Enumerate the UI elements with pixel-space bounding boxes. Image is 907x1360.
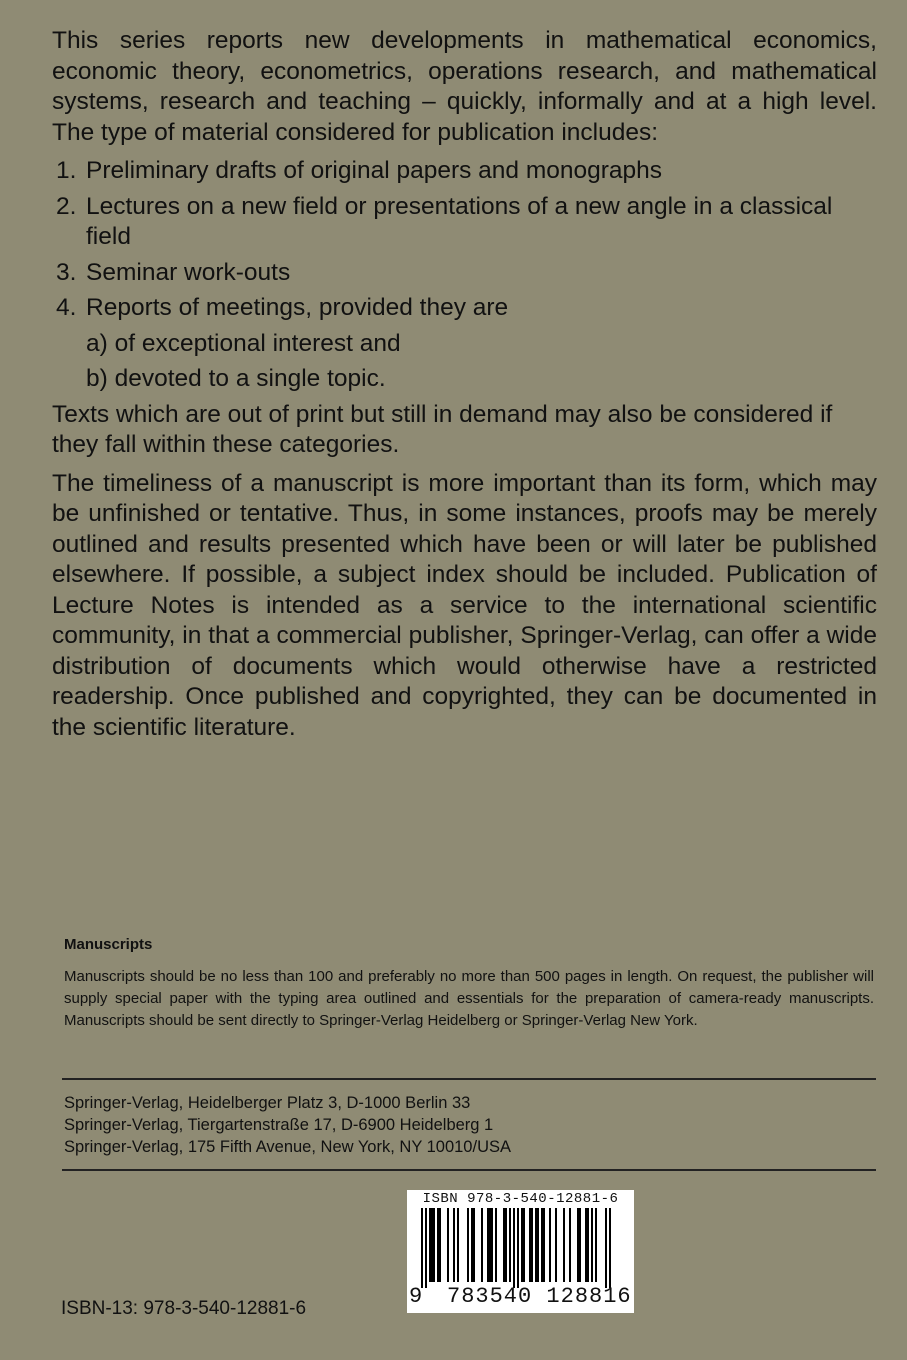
barcode-bar [481,1208,483,1282]
barcode-first-digit: 9 [409,1284,423,1309]
barcode-bar [531,1208,533,1282]
barcode-bar [569,1208,571,1282]
barcode-bar [487,1208,489,1282]
list-item [52,156,877,187]
barcode-bar [609,1208,611,1288]
list-item [52,192,877,253]
barcode-bar [529,1208,531,1282]
barcode-bar [439,1208,441,1282]
barcode-bars [413,1208,628,1288]
barcode-bar [503,1208,505,1282]
list-text: Reports of meetings, provided they are [86,294,509,321]
barcode-bar [595,1208,597,1282]
list-number: 3. [56,258,77,286]
barcode-bar [535,1208,537,1282]
divider-bottom [62,1169,876,1171]
barcode-bar [453,1208,455,1282]
barcode-bar [563,1208,565,1282]
barcode-bar [517,1208,519,1288]
barcode-bar [605,1208,607,1288]
timeliness-paragraph: The timeliness of a manuscript is more important than its form, which may be unfinished or tentative. Thus, in some instances, proofs may be merely outlined and results presented which have been or will later be published elsewhere. If possible, a subject index should be included. Publication of Lecture Notes is intended as a service to the international scientific community, in that a commercial publisher, Springer-Verlag, can offer a wide distribution of documents which would otherwise have a restricted readership. Once published and copyrighted, they can be documented in the scientific literature. [52,469,877,741]
barcode-bar [579,1208,581,1282]
divider-top [62,1078,876,1080]
manuscripts-body: Manuscripts should be no less than 100 and preferably no more than 500 pages in length. On request, the publisher will supply special paper with the typing area outlined and essentials for the preparation of camera-ready manuscripts. Manuscripts should be sent directly to Springer-Verlag Heidelberg or Springer-Verlag New York. [64,968,874,1029]
barcode-bar [585,1208,587,1282]
barcode-bar [437,1208,439,1282]
list-text: Lectures on a new field or presentations of a new angle in a classical field [86,192,833,250]
address-line: Springer-Verlag, Heidelberger Platz 3, D-1000 Berlin 33 [64,1094,471,1112]
barcode-isbn-text: ISBN 978-3-540-12881-6 [422,1191,619,1207]
barcode-bar [491,1208,493,1282]
out-of-print-paragraph: Texts which are out of print but still in demand may also be considered if they fall within these categories. [52,400,833,458]
list-number: 4. [56,294,77,321]
address-line: Springer-Verlag, 175 Fifth Avenue, New York, NY 10010/USA [64,1138,511,1156]
barcode-bar [577,1208,579,1282]
barcode-bar [447,1208,449,1282]
list-number: 1. [56,157,77,184]
barcode-bar [429,1208,431,1282]
barcode-bar [509,1208,511,1282]
main-text [52,26,877,743]
sub-list-item: a) of exceptional interest and [86,329,401,357]
barcode-bar [521,1208,523,1282]
manuscripts-heading: Manuscripts [64,936,153,953]
barcode-bar [489,1208,491,1282]
barcode-bar [457,1208,459,1282]
list-item [52,293,877,395]
barcode-bar [523,1208,525,1282]
barcode-bar [591,1208,593,1282]
sub-list [86,329,877,395]
barcode-bar [549,1208,551,1282]
barcode-bar [543,1208,545,1282]
sub-list-item: b) devoted to a single topic. [86,365,386,392]
intro-paragraph: This series reports new developments in mathematical economics, economic theory, econometrics, operations research, and mathematical systems, research and teaching – quickly, informally and at a high level. The type of material considered for publication includes: [52,27,877,146]
barcode-bar [505,1208,507,1282]
barcode-bar [537,1208,539,1282]
barcode-bar [555,1208,557,1282]
list-item [52,258,877,289]
address-line: Springer-Verlag, Tiergartenstraße 17, D-6900 Heidelberg 1 [64,1116,494,1134]
list-text: Preliminary drafts of original papers and monographs [86,157,663,184]
barcode-bar [513,1208,515,1288]
list-text: Seminar work-outs [86,258,291,286]
barcode-bar [431,1208,433,1282]
barcode-bar [421,1208,423,1288]
barcode-digit-groups: 783540 128816 [447,1284,632,1309]
barcode [407,1190,634,1313]
barcode-bar [467,1208,469,1282]
barcode-bar [541,1208,543,1282]
list-number: 2. [56,192,77,220]
barcode-bar [425,1208,427,1288]
material-list [52,156,877,395]
barcode-bar [433,1208,435,1282]
barcode-bar [471,1208,473,1282]
address-block [64,1092,511,1158]
isbn-13-label: ISBN-13: 978-3-540-12881-6 [61,1298,307,1319]
barcode-bar [473,1208,475,1282]
barcode-bar [587,1208,589,1282]
barcode-bar [495,1208,497,1282]
